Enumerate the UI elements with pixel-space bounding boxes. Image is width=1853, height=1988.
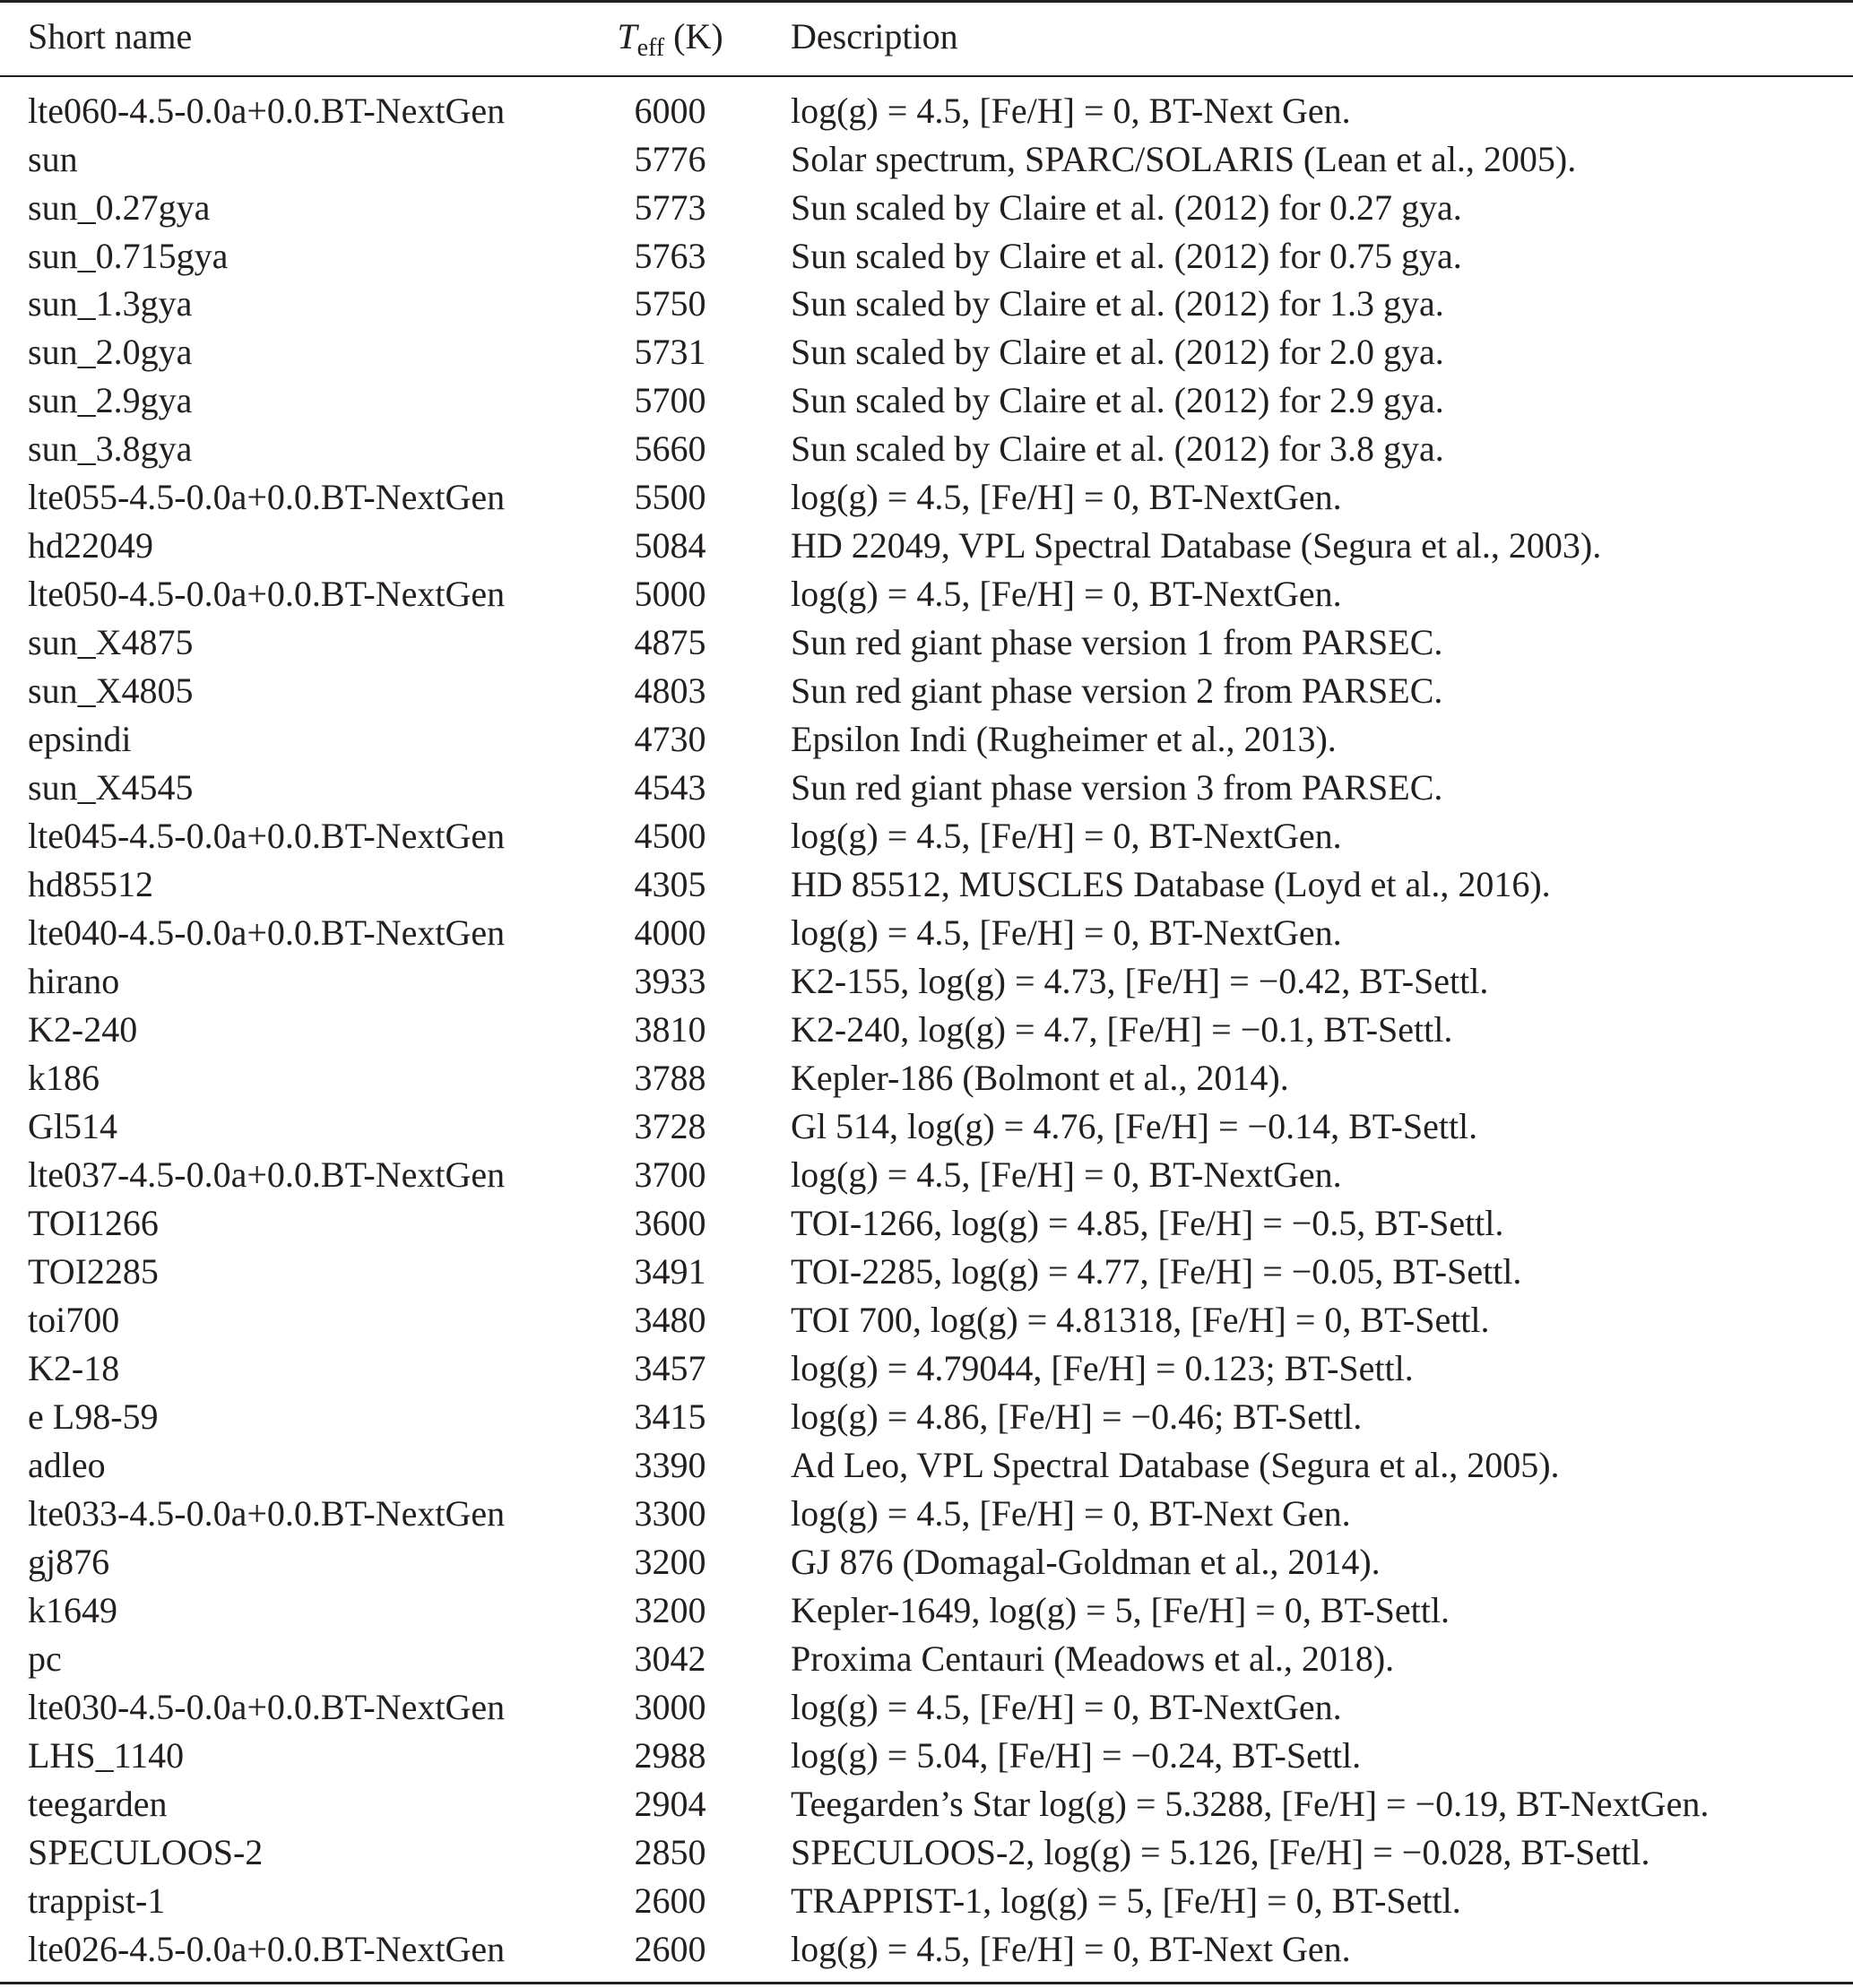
cell-short-name: sun_X4805: [28, 670, 194, 711]
cell-teff: 5731: [634, 332, 706, 372]
cell-teff: 5084: [634, 525, 706, 566]
cell-teff: 4803: [634, 670, 706, 711]
cell-teff: 4543: [634, 767, 706, 808]
cell-short-name: lte040-4.5-0.0a+0.0.BT-NextGen: [28, 912, 506, 953]
cell-description: HD 22049, VPL Spectral Database (Segura et al., 2003).: [791, 525, 1602, 566]
cell-description: log(g) = 4.5, [Fe/H] = 0, BT-NextGen.: [791, 1154, 1342, 1195]
cell-description: K2-155, log(g) = 4.73, [Fe/H] = −0.42, BT-Settl.: [791, 961, 1489, 1001]
bottom-rule: [0, 1982, 1853, 1984]
cell-description: Sun red giant phase version 2 from PARSEC.: [791, 670, 1443, 711]
cell-short-name: Gl514: [28, 1106, 117, 1146]
cell-description: Solar spectrum, SPARC/SOLARIS (Lean et al., 2005).: [791, 139, 1577, 179]
cell-short-name: lte026-4.5-0.0a+0.0.BT-NextGen: [28, 1929, 506, 1969]
cell-description: log(g) = 4.5, [Fe/H] = 0, BT-NextGen.: [791, 1687, 1342, 1727]
cell-teff: 2600: [634, 1929, 706, 1969]
cell-description: SPECULOOS-2, log(g) = 5.126, [Fe/H] = −0.028, BT-Settl.: [791, 1832, 1650, 1872]
cell-short-name: lte050-4.5-0.0a+0.0.BT-NextGen: [28, 574, 506, 614]
cell-teff: 4500: [634, 816, 706, 856]
cell-teff: 3491: [634, 1251, 706, 1292]
cell-teff: 4875: [634, 622, 706, 662]
cell-teff: 2600: [634, 1880, 706, 1921]
cell-description: Sun scaled by Claire et al. (2012) for 1.3 gya.: [791, 283, 1444, 324]
cell-short-name: lte037-4.5-0.0a+0.0.BT-NextGen: [28, 1154, 506, 1195]
cell-teff: 3728: [634, 1106, 706, 1146]
cell-short-name: adleo: [28, 1445, 106, 1485]
cell-description: log(g) = 4.79044, [Fe/H] = 0.123; BT-Settl.: [791, 1348, 1414, 1388]
cell-short-name: trappist-1: [28, 1880, 166, 1921]
cell-short-name: sun_2.9gya: [28, 380, 193, 420]
cell-description: log(g) = 5.04, [Fe/H] = −0.24, BT-Settl.: [791, 1735, 1362, 1776]
cell-short-name: toi700: [28, 1300, 120, 1340]
cell-short-name: K2-18: [28, 1348, 120, 1388]
header-short-name: Short name: [28, 16, 193, 56]
cell-short-name: lte033-4.5-0.0a+0.0.BT-NextGen: [28, 1493, 506, 1534]
cell-description: log(g) = 4.5, [Fe/H] = 0, BT-NextGen.: [791, 912, 1342, 953]
cell-teff: 4305: [634, 864, 706, 904]
cell-short-name: k1649: [28, 1590, 117, 1630]
cell-teff: 3390: [634, 1445, 706, 1485]
cell-short-name: hirano: [28, 961, 120, 1001]
cell-teff: 3480: [634, 1300, 706, 1340]
top-rule: [0, 0, 1853, 3]
header-teff-unit: (K): [664, 16, 723, 56]
cell-short-name: TOI1266: [28, 1203, 159, 1243]
cell-short-name: teegarden: [28, 1784, 168, 1824]
cell-description: TOI 700, log(g) = 4.81318, [Fe/H] = 0, BT-Settl.: [791, 1300, 1490, 1340]
cell-short-name: TOI2285: [28, 1251, 159, 1292]
cell-short-name: sun_2.0gya: [28, 332, 193, 372]
cell-short-name: sun_1.3gya: [28, 283, 193, 324]
cell-description: Kepler-1649, log(g) = 5, [Fe/H] = 0, BT-Settl.: [791, 1590, 1450, 1630]
cell-short-name: k186: [28, 1058, 100, 1098]
cell-teff: 3042: [634, 1638, 706, 1679]
cell-description: log(g) = 4.5, [Fe/H] = 0, BT-NextGen.: [791, 574, 1342, 614]
cell-teff: 5773: [634, 187, 706, 228]
cell-description: Sun scaled by Claire et al. (2012) for 2.9 gya.: [791, 380, 1444, 420]
cell-description: Sun red giant phase version 3 from PARSEC.: [791, 767, 1443, 808]
cell-short-name: hd22049: [28, 525, 153, 566]
cell-teff: 5750: [634, 283, 706, 324]
cell-description: log(g) = 4.5, [Fe/H] = 0, BT-Next Gen.: [791, 91, 1351, 131]
cell-description: log(g) = 4.5, [Fe/H] = 0, BT-Next Gen.: [791, 1929, 1351, 1969]
cell-short-name: SPECULOOS-2: [28, 1832, 264, 1872]
cell-description: Sun scaled by Claire et al. (2012) for 3.8 gya.: [791, 428, 1444, 469]
cell-short-name: epsindi: [28, 719, 132, 759]
cell-teff: 3700: [634, 1154, 706, 1195]
cell-description: Sun red giant phase version 1 from PARSEC.: [791, 622, 1443, 662]
cell-description: Teegarden’s Star log(g) = 5.3288, [Fe/H] = −0.19, BT-NextGen.: [791, 1784, 1710, 1824]
cell-description: K2-240, log(g) = 4.7, [Fe/H] = −0.1, BT-Settl.: [791, 1009, 1453, 1050]
cell-description: Sun scaled by Claire et al. (2012) for 0.75 gya.: [791, 236, 1462, 276]
cell-teff: 4730: [634, 719, 706, 759]
cell-teff: 5000: [634, 574, 706, 614]
header-teff: [574, 13, 766, 73]
header-teff-subscript: eff: [636, 34, 665, 62]
cell-description: GJ 876 (Domagal-Goldman et al., 2014).: [791, 1542, 1381, 1582]
cell-short-name: pc: [28, 1638, 62, 1679]
cell-description: Sun scaled by Claire et al. (2012) for 2.0 gya.: [791, 332, 1444, 372]
cell-description: log(g) = 4.5, [Fe/H] = 0, BT-NextGen.: [791, 477, 1342, 517]
cell-teff: 5776: [634, 139, 706, 179]
cell-teff: 6000: [634, 91, 706, 131]
cell-short-name: lte045-4.5-0.0a+0.0.BT-NextGen: [28, 816, 506, 856]
cell-short-name: hd85512: [28, 864, 153, 904]
header-rule: [0, 75, 1853, 77]
cell-short-name: e L98-59: [28, 1396, 159, 1437]
cell-description: Ad Leo, VPL Spectral Database (Segura et al., 2005).: [791, 1445, 1560, 1485]
cell-teff: 2988: [634, 1735, 706, 1776]
cell-short-name: lte060-4.5-0.0a+0.0.BT-NextGen: [28, 91, 506, 131]
cell-teff: 2904: [634, 1784, 706, 1824]
cell-description: TRAPPIST-1, log(g) = 5, [Fe/H] = 0, BT-Settl.: [791, 1880, 1461, 1921]
cell-teff: 3457: [634, 1348, 706, 1388]
cell-description: log(g) = 4.5, [Fe/H] = 0, BT-NextGen.: [791, 816, 1342, 856]
cell-teff: 3200: [634, 1542, 706, 1582]
cell-teff: 5763: [634, 236, 706, 276]
cell-description: TOI-1266, log(g) = 4.85, [Fe/H] = −0.5, BT-Settl.: [791, 1203, 1504, 1243]
cell-teff: 5700: [634, 380, 706, 420]
cell-teff: 3810: [634, 1009, 706, 1050]
cell-description: Gl 514, log(g) = 4.76, [Fe/H] = −0.14, BT-Settl.: [791, 1106, 1478, 1146]
cell-short-name: K2-240: [28, 1009, 138, 1050]
cell-teff: 3788: [634, 1058, 706, 1098]
cell-teff: 3300: [634, 1493, 706, 1534]
header-teff-symbol: T: [617, 16, 637, 56]
cell-teff: 3200: [634, 1590, 706, 1630]
cell-short-name: gj876: [28, 1542, 110, 1582]
cell-teff: 5500: [634, 477, 706, 517]
cell-teff: 2850: [634, 1832, 706, 1872]
cell-description: HD 85512, MUSCLES Database (Loyd et al., 2016).: [791, 864, 1551, 904]
cell-short-name: sun: [28, 139, 78, 179]
cell-teff: 3000: [634, 1687, 706, 1727]
cell-teff: 4000: [634, 912, 706, 953]
cell-short-name: sun_X4875: [28, 622, 194, 662]
cell-description: TOI-2285, log(g) = 4.77, [Fe/H] = −0.05, BT-Settl.: [791, 1251, 1522, 1292]
cell-short-name: sun_0.715gya: [28, 236, 229, 276]
cell-short-name: sun_0.27gya: [28, 187, 211, 228]
cell-description: Proxima Centauri (Meadows et al., 2018).: [791, 1638, 1395, 1679]
cell-teff: 5660: [634, 428, 706, 469]
cell-short-name: lte055-4.5-0.0a+0.0.BT-NextGen: [28, 477, 506, 517]
cell-teff: 3933: [634, 961, 706, 1001]
cell-description: Kepler-186 (Bolmont et al., 2014).: [791, 1058, 1289, 1098]
cell-description: Epsilon Indi (Rugheimer et al., 2013).: [791, 719, 1337, 759]
cell-short-name: sun_X4545: [28, 767, 194, 808]
cell-short-name: sun_3.8gya: [28, 428, 193, 469]
cell-short-name: lte030-4.5-0.0a+0.0.BT-NextGen: [28, 1687, 506, 1727]
cell-teff: 3600: [634, 1203, 706, 1243]
header-description: Description: [791, 16, 958, 56]
cell-description: Sun scaled by Claire et al. (2012) for 0.27 gya.: [791, 187, 1462, 228]
cell-description: log(g) = 4.86, [Fe/H] = −0.46; BT-Settl.: [791, 1396, 1363, 1437]
cell-teff: 3415: [634, 1396, 706, 1437]
cell-short-name: LHS_1140: [28, 1735, 185, 1776]
cell-description: log(g) = 4.5, [Fe/H] = 0, BT-Next Gen.: [791, 1493, 1351, 1534]
